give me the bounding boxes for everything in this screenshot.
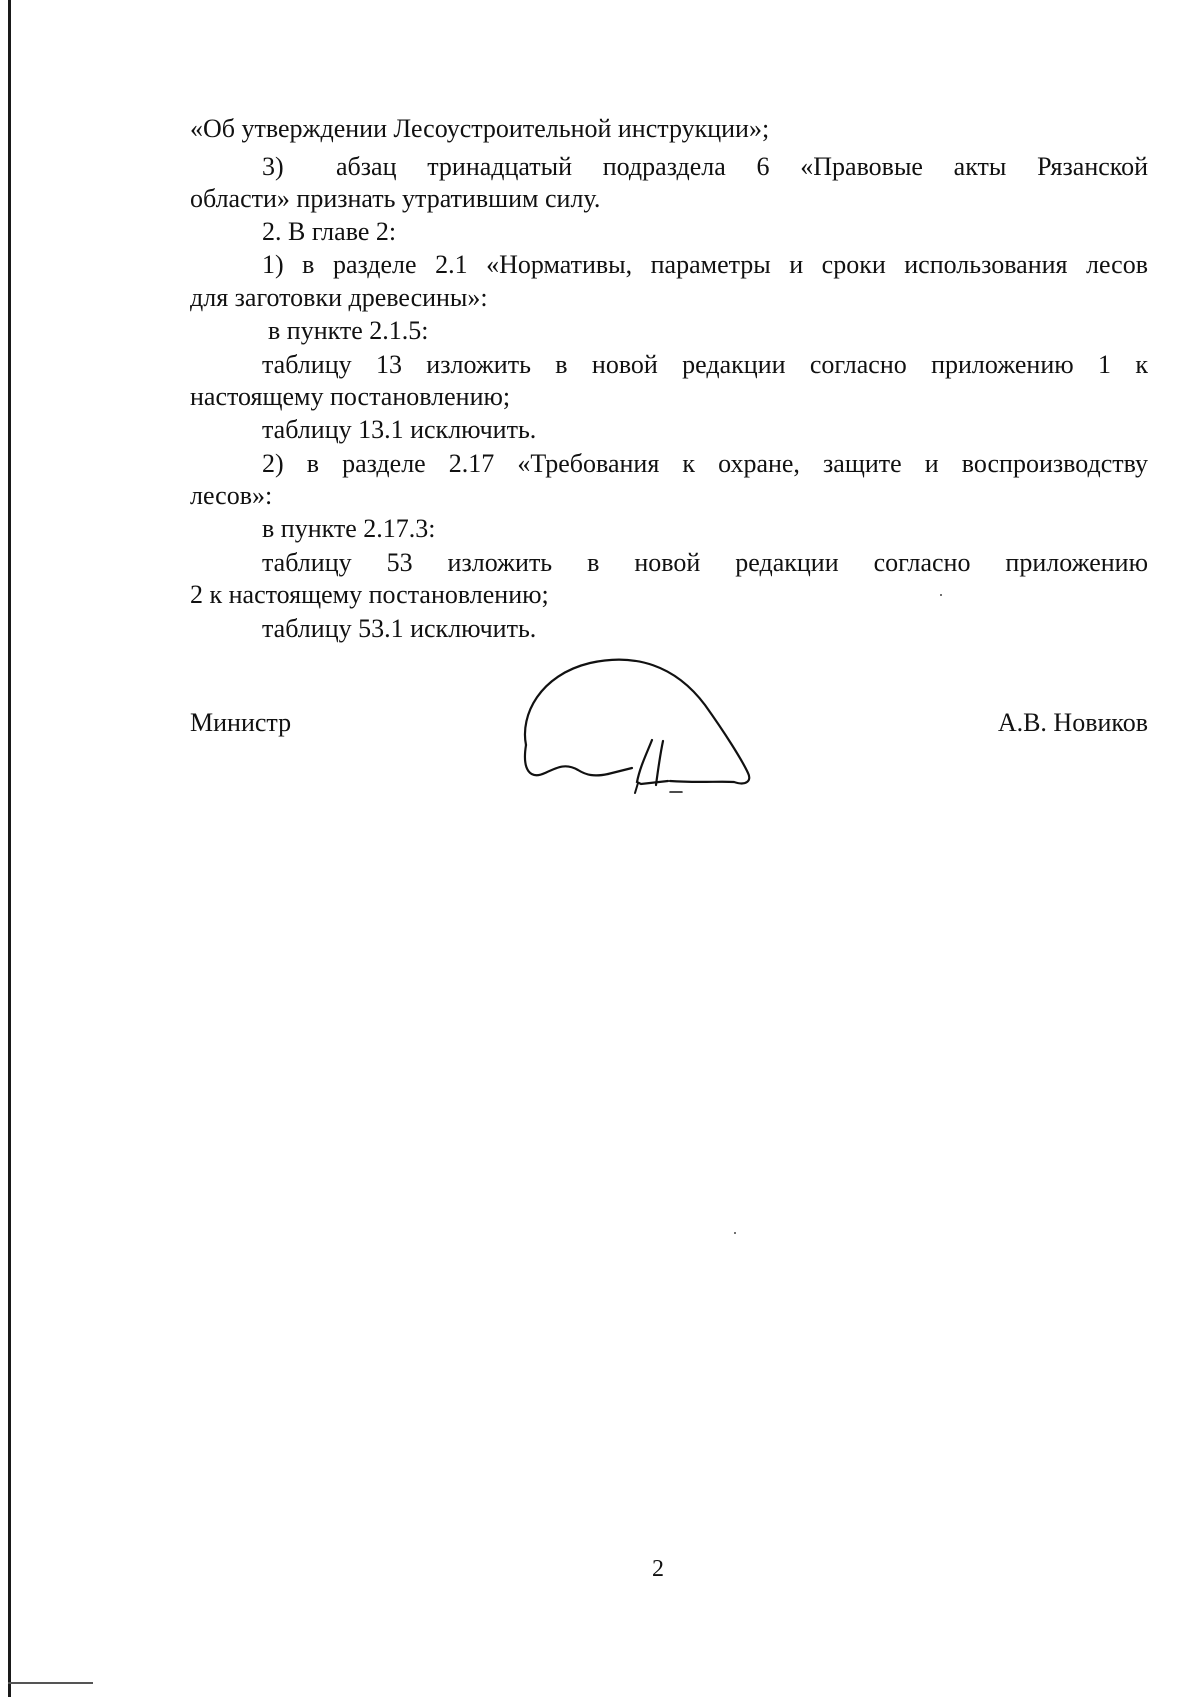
text-line-8: настоящему постановлению; <box>190 382 511 411</box>
text-line-9: таблицу 13.1 исключить. <box>262 415 537 444</box>
chapter-heading: 2. В главе 2: <box>262 217 397 246</box>
scan-border-left <box>8 0 11 1697</box>
text-line-13: таблицу 53 изложить в новой редакции согласно приложению <box>262 548 1148 577</box>
signatory-title: Министр <box>190 708 292 737</box>
text-line-7: таблицу 13 изложить в новой редакции согласно приложению 1 к <box>262 350 1148 379</box>
text-line-1: «Об утверждении Лесоустроительной инструкции»; <box>190 114 770 143</box>
text-line-12: в пункте 2.17.3: <box>262 514 436 543</box>
text-line-2: абзац тринадцатый подраздела 6 «Правовые акты Рязанской <box>336 152 1148 181</box>
text-line-6: в пункте 2.1.5: <box>268 316 429 345</box>
scan-speck <box>940 594 942 596</box>
scan-speck <box>734 1232 736 1234</box>
signature-image <box>520 655 760 810</box>
scan-border-bottom <box>8 1682 93 1684</box>
item-number-3: 3) <box>262 152 284 181</box>
text-line-4: 1) в разделе 2.1 «Нормативы, параметры и сроки использования лесов <box>262 250 1148 279</box>
text-line-11: лесов»: <box>190 481 273 510</box>
text-line-14: 2 к настоящему постановлению; <box>190 580 549 609</box>
text-line-15: таблицу 53.1 исключить. <box>262 614 537 643</box>
text-line-10: 2) в разделе 2.17 «Требования к охране, защите и воспроизводству <box>262 449 1148 478</box>
page-number: 2 <box>652 1556 664 1582</box>
text-line-5: для заготовки древесины»: <box>190 283 488 312</box>
text-line-3: области» признать утратившим силу. <box>190 184 601 213</box>
signatory-name: А.В. Новиков <box>997 708 1148 737</box>
